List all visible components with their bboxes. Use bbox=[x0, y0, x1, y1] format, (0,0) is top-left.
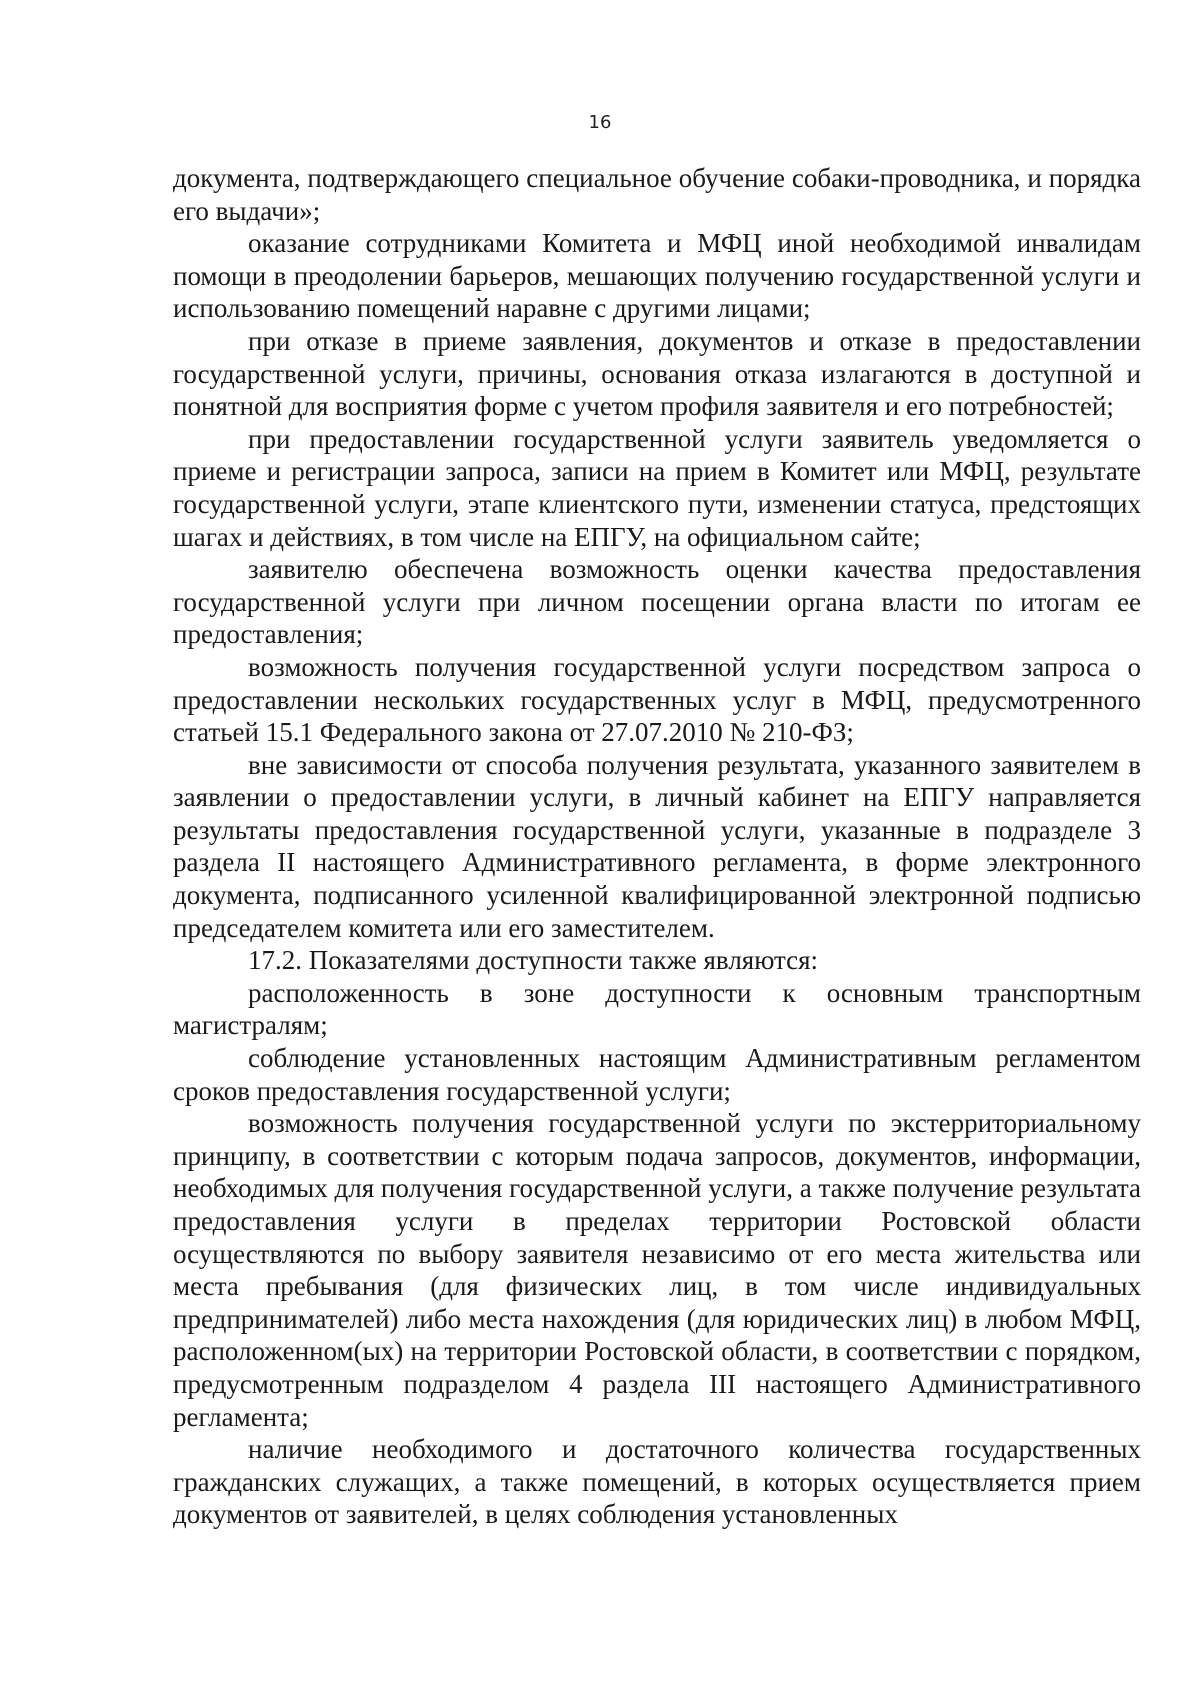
paragraph: возможность получения государственной услуги по экстерриториальному принципу, в соответствии с которым подача запросов, документов, информации, необходимых для получения государственной услуги, а также получение результата предоставления услуги в пределах территории Ростовской области осуществляются по выбору заявителя независимо от его места жительства или места пребывания (для физических лиц, в том числе индивидуальных предпринимателей) либо места нахождения (для юридических лиц) в любом МФЦ, расположенном(ых) на территории Ростовской области, в соответствии с порядком, предусмотренным подразделом 4 раздела III настоящего Административного регламента; bbox=[173, 1108, 1142, 1432]
paragraph: соблюдение установленных настоящим Административным регламентом сроков предоставления государственной услуги; bbox=[173, 1043, 1141, 1106]
paragraph: при отказе в приеме заявления, документов и отказе в предоставлении государственной услуги, причины, основания отказа излагаются в доступной и понятной для восприятия форме с учетом профиля заявителя и его потребностей; bbox=[173, 325, 1141, 422]
paragraph-continuation: документа, подтверждающего специальное обучение собаки-проводника, и порядка его выдачи»; bbox=[173, 163, 1141, 226]
page-number: 16 bbox=[588, 112, 612, 133]
paragraph: наличие необходимого и достаточного количества государственных гражданских служащих, а также помещений, в которых осуществляется прием документов от заявителей, в целях соблюдения установленных bbox=[173, 1434, 1141, 1530]
paragraph-heading-17-2: 17.2. Показателями доступности также являются: bbox=[248, 945, 819, 976]
paragraph: оказание сотрудниками Комитета и МФЦ иной необходимой инвалидам помощи в преодолении барьеров, мешающих получению государственной услуги и использованию помещений наравне с другими лицами; bbox=[173, 228, 1141, 324]
paragraph: вне зависимости от способа получения результата, указанного заявителем в заявлении о предоставлении услуги, в личный кабинет на ЕПГУ направляется результаты предоставления государственной услуги, указанные в подразделе 3 раздела II настоящего Административного регламента, в форме электронного документа, подписанного усиленной квалифицированной электронной подписью председателем комитета или его заместителем. bbox=[173, 749, 1141, 943]
paragraph: возможность получения государственной услуги посредством запроса о предоставлении нескольких государственных услуг в МФЦ, предусмотренного статьей 15.1 Федерального закона от 27.07.2010 № 210-ФЗ; bbox=[173, 651, 1141, 748]
paragraph: при предоставлении государственной услуги заявитель уведомляется о приеме и регистрации запроса, записи на прием в Комитет или МФЦ, результате государственной услуги, этапе клиентского пути, изменении статуса, предстоящих шагах и действиях, в том числе на ЕПГУ, на официальном сайте; bbox=[173, 423, 1141, 552]
document-body bbox=[173, 162, 1141, 1531]
paragraph: заявителю обеспечена возможность оценки качества предоставления государственной услуги при личном посещении органа власти по итогам ее предоставления; bbox=[173, 554, 1141, 650]
paragraph: расположенность в зоне доступности к основным транспортным магистралям; bbox=[173, 977, 1141, 1041]
